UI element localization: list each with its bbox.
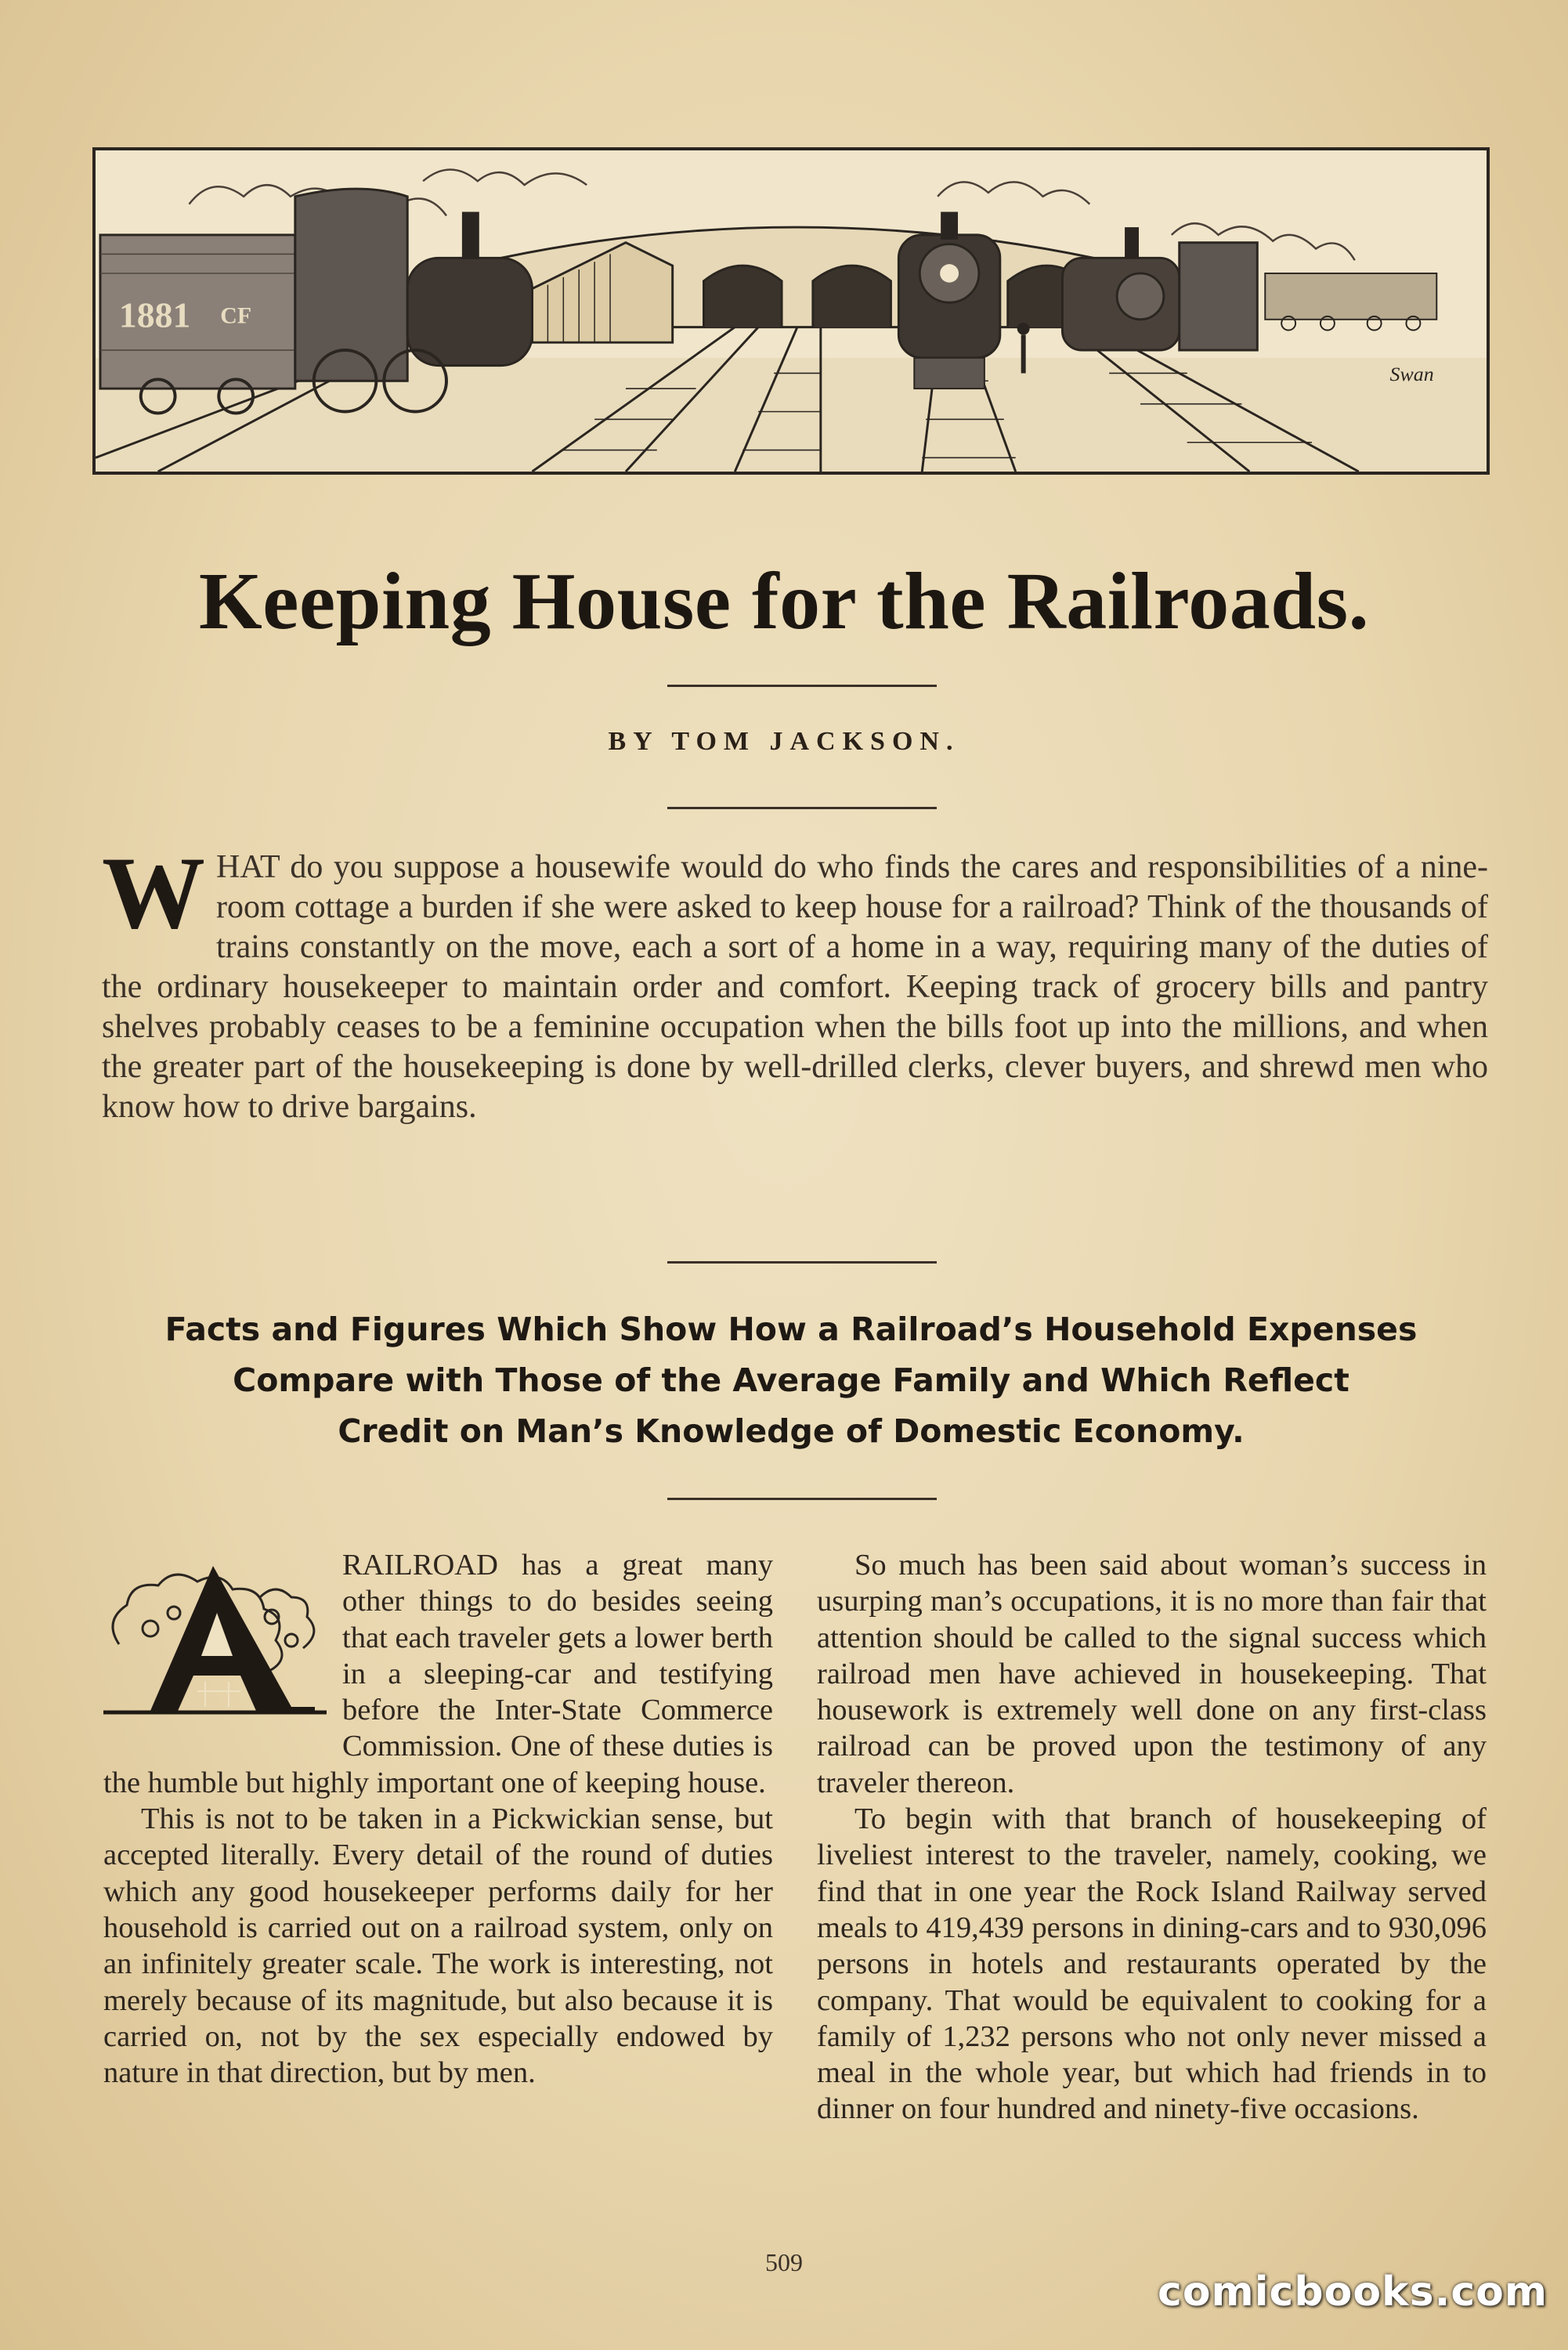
divider-rule bbox=[667, 1498, 937, 1500]
intro-dropcap: W bbox=[102, 835, 205, 950]
watermark: comicbooks.com bbox=[1158, 2269, 1548, 2316]
page-number: 509 bbox=[765, 2248, 803, 2276]
article-title: Keeping House for the Railroads. bbox=[198, 556, 1370, 646]
left-column bbox=[103, 1547, 773, 2091]
railroad-illustration bbox=[92, 147, 1490, 475]
illustrated-dropcap-a bbox=[103, 1550, 327, 1724]
right-column bbox=[817, 1547, 1487, 2128]
subheading-line: Facts and Figures Which Show How a Railroad’s Household Expenses bbox=[164, 1311, 1418, 1348]
divider-rule bbox=[667, 1261, 937, 1264]
intro-paragraph bbox=[102, 835, 1488, 1127]
artist-signature: Swan bbox=[1389, 363, 1434, 386]
divider-rule bbox=[667, 807, 937, 809]
right-paragraph: So much has been said about woman’s success in usurping man’s occupations, it is no more than fair that attention should be called to the signal success which railroad men have achieved in housekeeping. That housework is extremely well done on any first-class railroad can be proved upon the testimony of any traveler thereon. bbox=[817, 1549, 1487, 1799]
left-paragraph: This is not to be taken in a Pickwickian sense, but accepted literally. Every detail of the round of duties which any good housekeeper performs daily for her household is carried out on a railroad system, only on an infinitely greater scale. The work is interesting, not merely because of its magnitude, but also because it is carried on, not by the sex especially endowed by nature in that direction, but by men. bbox=[103, 1802, 773, 2090]
tender-initials: CF bbox=[220, 303, 252, 329]
subheading-line: Credit on Man’s Knowledge of Domestic Economy. bbox=[338, 1412, 1245, 1450]
divider-rule bbox=[667, 685, 937, 687]
subheading bbox=[94, 1304, 1488, 1457]
intro-text: HAT do you suppose a housewife would do who finds the cares and responsibilities of a nine-room cottage a burden if she were asked to keep house for a railroad? Think of the thousands of trains constantly on the move, each a sort of a home in a way, requiring many of the duties of the ordinary housekeeper to maintain order and comfort. Keeping track of grocery bills and pantry shelves probably ceases to be a feminine occupation when the bills foot up into the millions, and when the greater part of the housekeeping is done by well-drilled clerks, clever buyers, and shrewd men who know how to drive bargains. bbox=[102, 849, 1488, 1125]
subheading-line: Compare with Those of the Average Family and Which Reflect bbox=[233, 1361, 1349, 1399]
right-paragraph: To begin with that branch of housekeeping of liveliest interest to the traveler, namely, cooking, we find that in one year the Rock Island Railway served meals to 419,439 persons in dining-cars and to 930,096 persons in hotels and restaurants operated by the company. That would be equivalent to cooking for a family of 1,232 persons who not only never missed a meal in the whole year, but which had friends in to dinner on four hundred and ninety-five occasions. bbox=[817, 1802, 1487, 2126]
byline: BY TOM JACKSON. bbox=[608, 727, 960, 756]
left-paragraph: RAILROAD has a great many other things to do besides seeing that each traveler gets a lower berth in a sleeping-car and testifying before the Inter-State Commerce Commission. One of these duties is the humble but highly important one of keeping house. bbox=[103, 1549, 773, 1799]
tender-number: 1881 bbox=[118, 295, 191, 335]
